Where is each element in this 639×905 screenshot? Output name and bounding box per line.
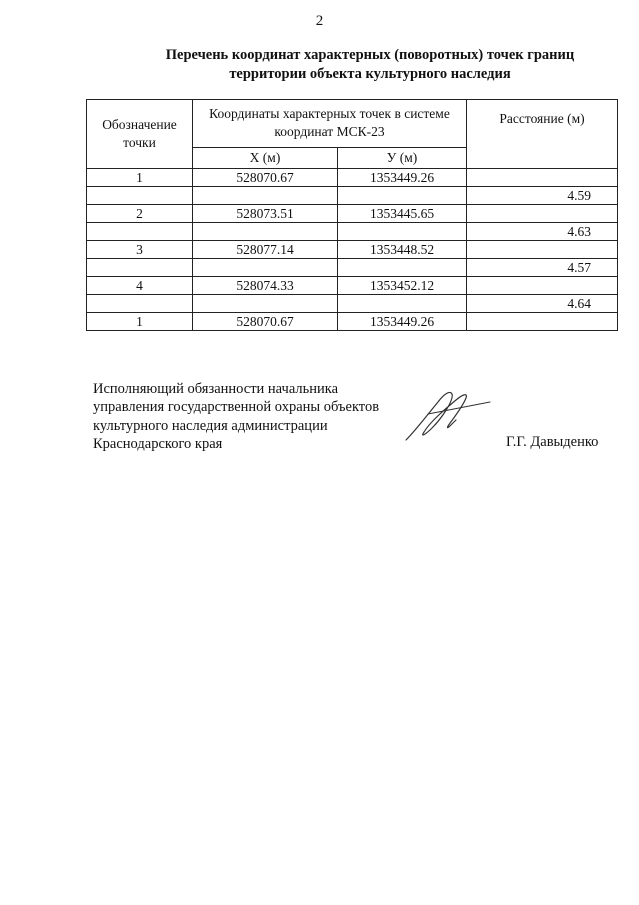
y-cell: [338, 259, 467, 277]
x-cell: 528074.33: [193, 277, 338, 295]
signer-name: Г.Г. Давыденко: [506, 434, 599, 450]
position-line-3: культурного наследия администрации: [93, 417, 328, 434]
y-cell: 1353449.26: [338, 313, 467, 331]
handwritten-signature: [398, 384, 494, 446]
point-cell: 3: [87, 241, 193, 259]
table-row: [87, 169, 618, 187]
distance-cell: 4.63: [467, 223, 618, 241]
point-cell: [87, 187, 193, 205]
x-cell: 528070.67: [193, 169, 338, 187]
x-cell: 528073.51: [193, 205, 338, 223]
y-cell: [338, 223, 467, 241]
header-y-label: У (м): [338, 147, 467, 168]
x-cell: [193, 259, 338, 277]
distance-cell: [467, 277, 618, 295]
title-line-2: территории объекта культурного наследия: [229, 66, 511, 82]
page-number: 2: [315, 13, 324, 29]
header-coords-label: Координаты характерных точек в системе координат МСК-23: [193, 100, 467, 148]
table-row: [87, 259, 618, 277]
table-row: [87, 187, 618, 205]
x-cell: [193, 187, 338, 205]
point-cell: 1: [87, 313, 193, 331]
table-body: [87, 169, 618, 331]
y-cell: [338, 295, 467, 313]
distance-cell: 4.64: [467, 295, 618, 313]
distance-cell: 4.57: [467, 259, 618, 277]
table-row: [87, 205, 618, 223]
table-row: [87, 313, 618, 331]
table-row: [87, 295, 618, 313]
table-row: [87, 241, 618, 259]
distance-cell: [467, 169, 618, 187]
table-row: [87, 277, 618, 295]
signatory-position: [93, 380, 413, 453]
x-cell: 528077.14: [193, 241, 338, 259]
x-cell: [193, 295, 338, 313]
distance-cell: [467, 205, 618, 223]
position-line-1: Исполняющий обязанности начальника: [93, 381, 339, 397]
position-line-4: Краснодарского края: [93, 435, 223, 452]
y-cell: 1353449.26: [338, 169, 467, 187]
distance-cell: 4.59: [467, 187, 618, 205]
header-distance-label: Расстояние (м): [467, 100, 618, 169]
point-cell: [87, 295, 193, 313]
y-cell: 1353452.12: [338, 277, 467, 295]
point-cell: 4: [87, 277, 193, 295]
point-cell: [87, 259, 193, 277]
document-title: [120, 46, 620, 84]
coordinates-table: [86, 99, 618, 331]
point-cell: 2: [87, 205, 193, 223]
position-line-2: управления государственной охраны объектов: [93, 399, 380, 416]
header-x-label: Х (м): [193, 147, 338, 168]
distance-cell: [467, 313, 618, 331]
title-line-1: Перечень координат характерных (поворотных) точек границ: [165, 47, 575, 63]
point-cell: 1: [87, 169, 193, 187]
header-point-label: Обозначение точки: [87, 100, 193, 169]
x-cell: 528070.67: [193, 313, 338, 331]
table-row: [87, 223, 618, 241]
y-cell: 1353445.65: [338, 205, 467, 223]
y-cell: 1353448.52: [338, 241, 467, 259]
x-cell: [193, 223, 338, 241]
distance-cell: [467, 241, 618, 259]
point-cell: [87, 223, 193, 241]
y-cell: [338, 187, 467, 205]
